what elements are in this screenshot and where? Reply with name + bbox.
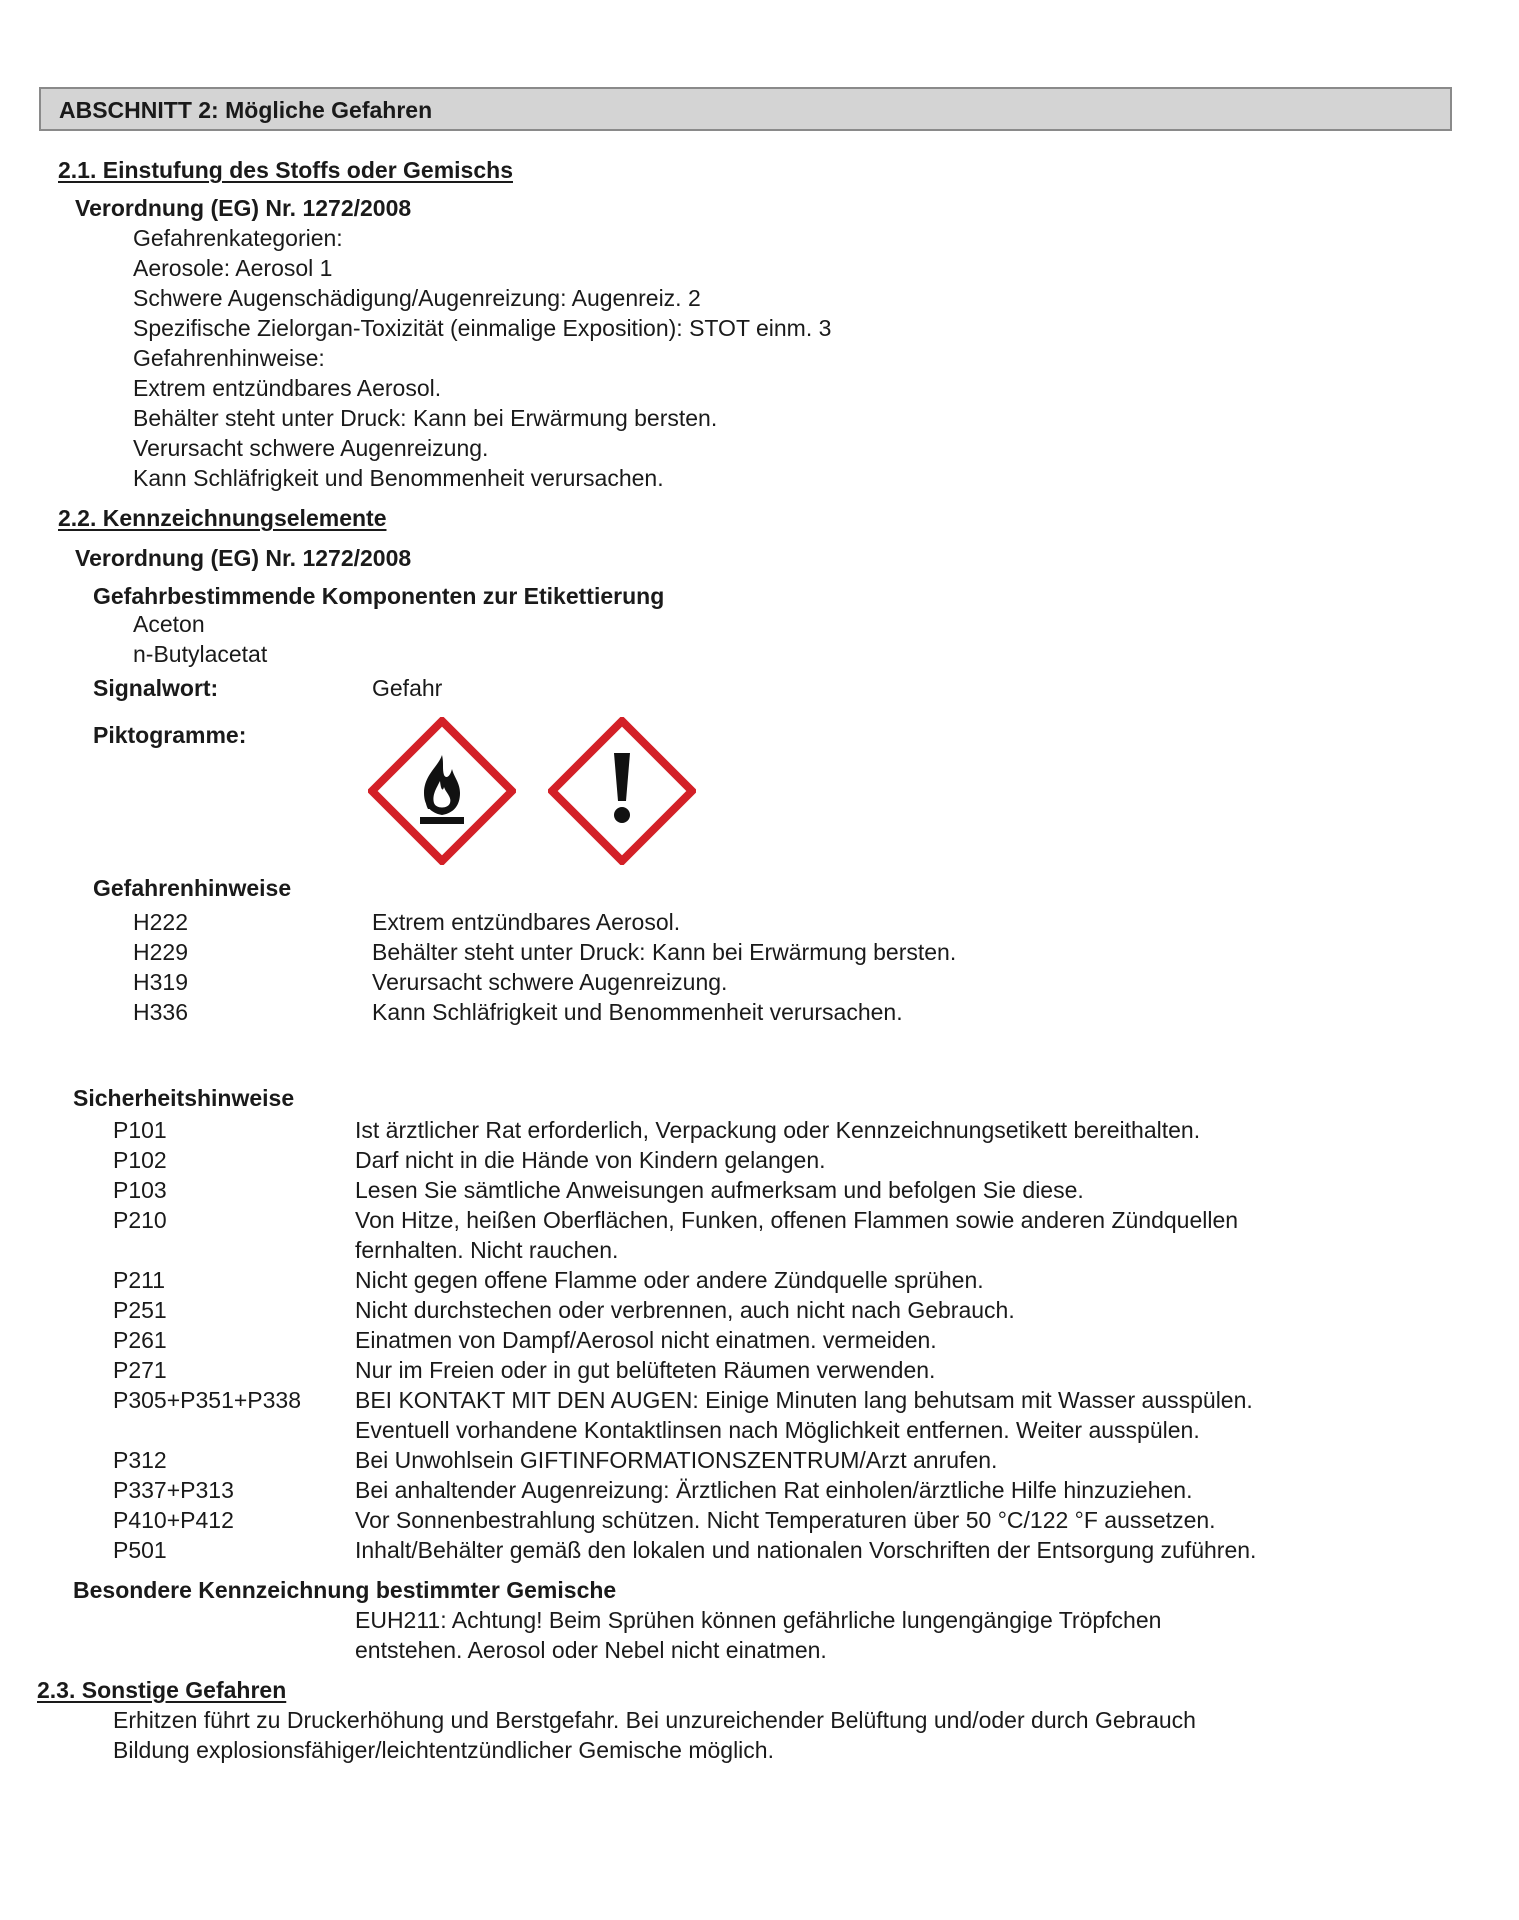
precaution-text-continued: fernhalten. Nicht rauchen. [355, 1237, 619, 1263]
precaution-text: Nur im Freien oder in gut belüfteten Räumen verwenden. [355, 1357, 936, 1383]
signal-word-value: Gefahr [372, 675, 443, 701]
precaution-text: Bei anhaltender Augenreizung: Ärztlichen Rat einholen/ärztliche Hilfe hinzuziehen. [355, 1477, 1193, 1503]
hazard-code: H222 [133, 909, 188, 935]
precaution-text: Vor Sonnenbestrahlung schützen. Nicht Temperaturen über 50 °C/122 °F aussetzen. [355, 1507, 1216, 1533]
precaution-code: P305+P351+P338 [113, 1387, 302, 1413]
precaution-text: Inhalt/Behälter gemäß den lokalen und nationalen Vorschriften der Entsorgung zuführen. [355, 1537, 1257, 1563]
precaution-text: Von Hitze, heißen Oberflächen, Funken, offenen Flammen sowie anderen Zündquellen [355, 1207, 1239, 1233]
classification-line: Verursacht schwere Augenreizung. [133, 435, 489, 461]
precaution-code: P103 [113, 1177, 167, 1203]
special-labelling-text: EUH211: Achtung! Beim Sprühen können gefährliche lungengängige Tröpfchen [355, 1607, 1162, 1633]
signal-word-label: Signalwort: [93, 675, 219, 701]
precaution-code: P211 [113, 1267, 166, 1293]
heading-2-1: 2.1. Einstufung des Stoffs oder Gemischs [58, 157, 513, 183]
component-item: Aceton [133, 611, 205, 637]
precaution-text: Ist ärztlicher Rat erforderlich, Verpackung oder Kennzeichnungsetikett bereithalten. [355, 1117, 1201, 1143]
precaution-code: P102 [113, 1147, 167, 1173]
hazard-code: H336 [133, 999, 188, 1025]
hazard-code: H319 [133, 969, 188, 995]
precaution-code: P501 [113, 1537, 167, 1563]
pictograms-label: Piktogramme: [93, 722, 247, 748]
special-labelling-text: entstehen. Aerosol oder Nebel nicht einatmen. [355, 1637, 827, 1663]
hazard-text: Behälter steht unter Druck: Kann bei Erwärmung bersten. [372, 939, 957, 965]
classification-line: Schwere Augenschädigung/Augenreizung: Augenreiz. 2 [133, 285, 701, 311]
components-heading: Gefahrbestimmende Komponenten zur Etikettierung [93, 583, 665, 609]
heading-2-2: 2.2. Kennzeichnungselemente [58, 505, 387, 531]
precaution-text: Lesen Sie sämtliche Anweisungen aufmerksam und befolgen Sie diese. [355, 1177, 1084, 1203]
precaution-text: Nicht durchstechen oder verbrennen, auch nicht nach Gebrauch. [355, 1297, 1015, 1323]
precaution-text: BEI KONTAKT MIT DEN AUGEN: Einige Minuten lang behutsam mit Wasser ausspülen. [355, 1387, 1253, 1413]
precaution-text: Nicht gegen offene Flamme oder andere Zündquelle sprühen. [355, 1267, 984, 1293]
precaution-code: P337+P313 [113, 1477, 234, 1503]
flame-pictogram-icon [368, 717, 516, 865]
precaution-text-continued: Eventuell vorhandene Kontaktlinsen nach Möglichkeit entfernen. Weiter ausspülen. [355, 1417, 1200, 1443]
heading-2-3: 2.3. Sonstige Gefahren [37, 1677, 287, 1703]
section-header [39, 87, 1452, 131]
section-title: ABSCHNITT 2: Mögliche Gefahren [59, 97, 433, 123]
precaution-code: P101 [113, 1117, 167, 1143]
other-hazards-text: Bildung explosionsfähiger/leichtentzündlicher Gemische möglich. [113, 1737, 774, 1763]
regulation-2-1: Verordnung (EG) Nr. 1272/2008 [75, 195, 412, 221]
precaution-code: P410+P412 [113, 1507, 234, 1533]
regulation-2-2: Verordnung (EG) Nr. 1272/2008 [75, 545, 412, 571]
precaution-text: Bei Unwohlsein GIFTINFORMATIONSZENTRUM/Arzt anrufen. [355, 1447, 998, 1473]
classification-line: Gefahrenkategorien: [133, 225, 343, 251]
special-labelling-heading: Besondere Kennzeichnung bestimmter Gemische [73, 1577, 617, 1603]
exclamation-pictogram-icon [548, 717, 696, 865]
component-item: n-Butylacetat [133, 641, 268, 667]
hazard-text: Extrem entzündbares Aerosol. [372, 909, 681, 935]
precaution-code: P210 [113, 1207, 167, 1233]
classification-line: Spezifische Zielorgan-Toxizität (einmalige Exposition): STOT einm. 3 [133, 315, 832, 341]
classification-line: Gefahrenhinweise: [133, 345, 325, 371]
classification-line: Behälter steht unter Druck: Kann bei Erwärmung bersten. [133, 405, 718, 431]
hazard-text: Kann Schläfrigkeit und Benommenheit verursachen. [372, 999, 903, 1025]
classification-line: Kann Schläfrigkeit und Benommenheit verursachen. [133, 465, 664, 491]
precaution-code: P312 [113, 1447, 167, 1473]
precautionary-heading: Sicherheitshinweise [73, 1085, 295, 1111]
precaution-code: P251 [113, 1297, 167, 1323]
precaution-text: Einatmen von Dampf/Aerosol nicht einatmen. vermeiden. [355, 1327, 937, 1353]
classification-line: Extrem entzündbares Aerosol. [133, 375, 442, 401]
precaution-code: P271 [113, 1357, 167, 1383]
precaution-text: Darf nicht in die Hände von Kindern gelangen. [355, 1147, 826, 1173]
classification-line: Aerosole: Aerosol 1 [133, 255, 333, 281]
hazard-statements-heading: Gefahrenhinweise [93, 875, 292, 901]
hazard-text: Verursacht schwere Augenreizung. [372, 969, 728, 995]
other-hazards-text: Erhitzen führt zu Druckerhöhung und Berstgefahr. Bei unzureichender Belüftung und/oder durch Gebrauch [113, 1707, 1196, 1733]
hazard-code: H229 [133, 939, 188, 965]
precaution-code: P261 [113, 1327, 167, 1353]
